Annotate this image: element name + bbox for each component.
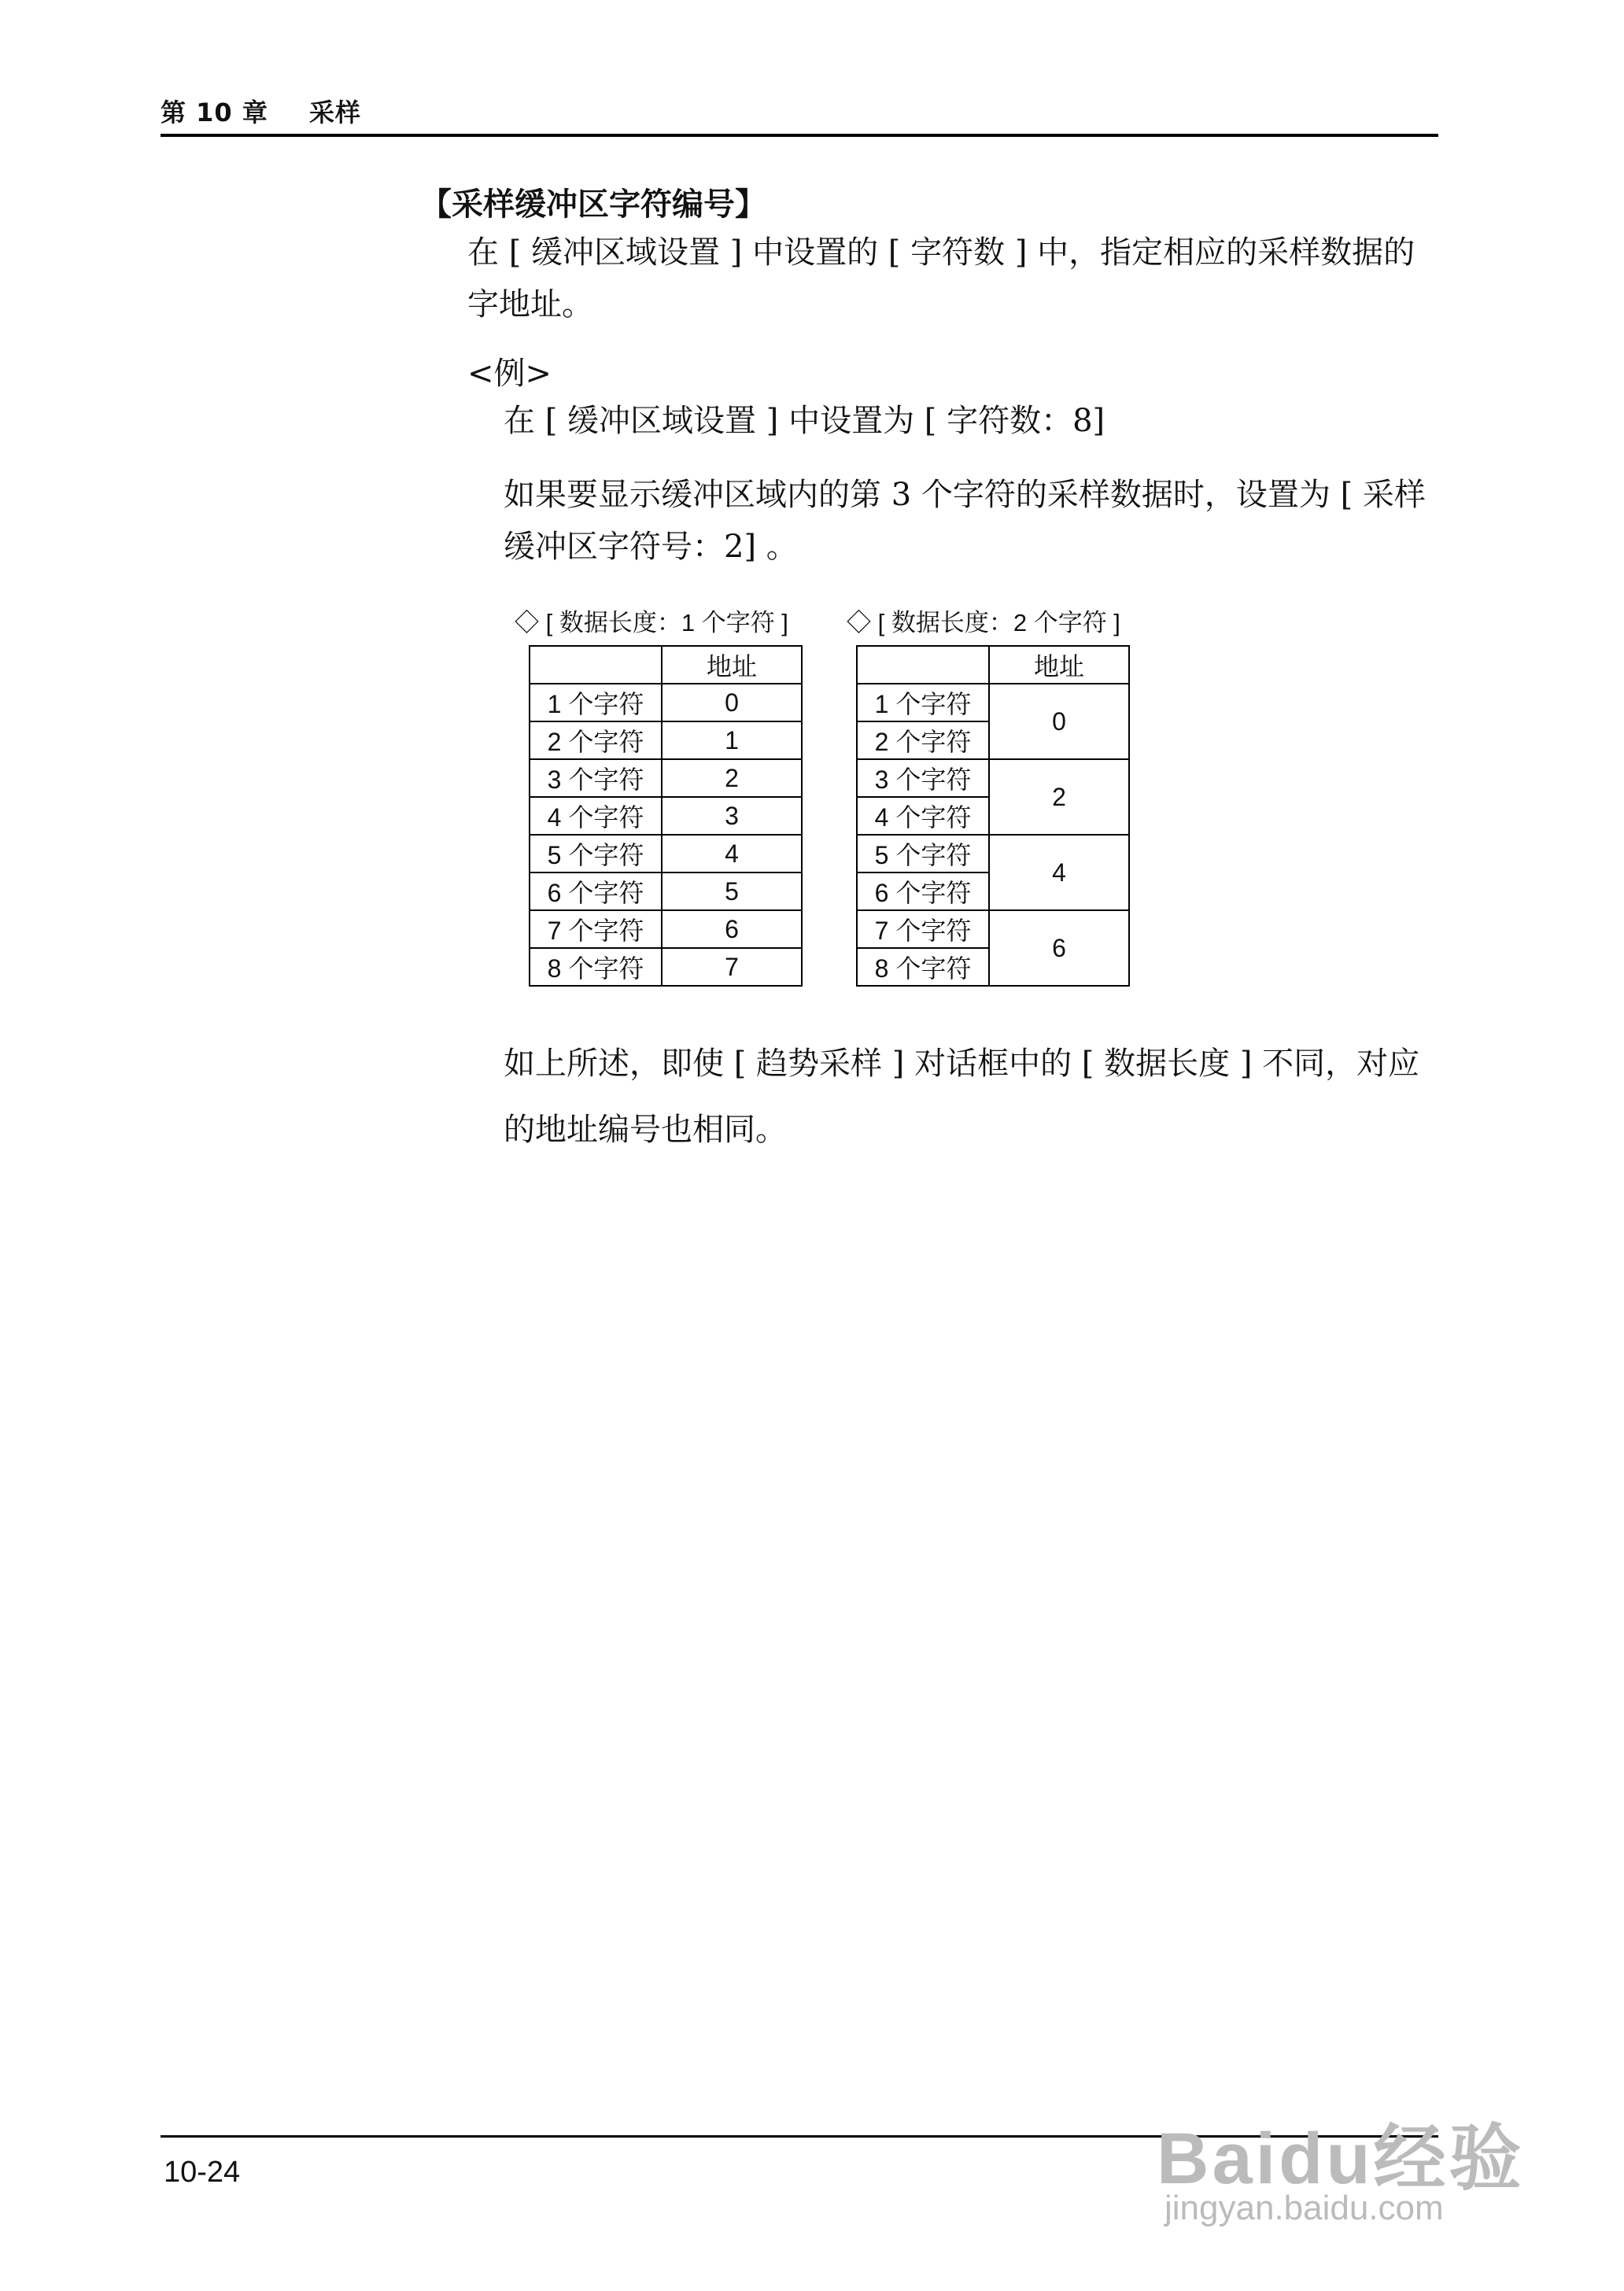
row-label: 4 个字符 xyxy=(857,797,989,835)
address-table-2-char xyxy=(856,645,1130,987)
row-label: 3 个字符 xyxy=(530,759,662,797)
table-row xyxy=(530,872,802,910)
row-address: 2 xyxy=(662,759,802,797)
row-address: 0 xyxy=(989,684,1129,759)
table-row xyxy=(857,835,1129,872)
row-address: 0 xyxy=(662,684,802,721)
chapter-title: 采样 xyxy=(308,98,361,127)
row-address: 5 xyxy=(662,872,802,910)
table-row xyxy=(857,684,1129,721)
table-header-address: 地址 xyxy=(989,646,1129,684)
table-row xyxy=(530,759,802,797)
row-label: 4 个字符 xyxy=(530,797,662,835)
row-label: 1 个字符 xyxy=(857,684,989,721)
table-row xyxy=(857,759,1129,797)
row-address: 3 xyxy=(662,797,802,835)
table-header-row xyxy=(530,646,802,684)
row-address: 6 xyxy=(662,910,802,948)
chapter-header xyxy=(161,93,393,129)
page-number: 10-24 xyxy=(164,2156,241,2189)
table1-caption: ◇ [ 数据长度：1 个字符 ] xyxy=(515,609,788,636)
table-header-address: 地址 xyxy=(662,646,802,684)
watermark-url: jingyan.baidu.com xyxy=(1164,2189,1444,2227)
row-label: 3 个字符 xyxy=(857,759,989,797)
table-row xyxy=(530,910,802,948)
row-label: 7 个字符 xyxy=(530,910,662,948)
chapter-number: 第 10 章 xyxy=(161,98,268,127)
row-address: 4 xyxy=(662,835,802,872)
table-row xyxy=(530,721,802,759)
row-label: 8 个字符 xyxy=(857,948,989,986)
table-header-empty xyxy=(857,646,989,684)
table-header-empty xyxy=(530,646,662,684)
table-row xyxy=(530,835,802,872)
table2-caption: ◇ [ 数据长度：2 个字符 ] xyxy=(847,609,1120,636)
table-row xyxy=(530,948,802,986)
row-label: 2 个字符 xyxy=(857,721,989,759)
table-header-row xyxy=(857,646,1129,684)
section-title: 【采样缓冲区字符编号】 xyxy=(420,186,766,223)
example-explanation: 如果要显示缓冲区域内的第 3 个字符的采样数据时，设置为 [ 采样缓冲区字符号：2] 。 xyxy=(504,477,1426,565)
row-address: 6 xyxy=(989,910,1129,986)
row-label: 6 个字符 xyxy=(857,872,989,910)
row-label: 8 个字符 xyxy=(530,948,662,986)
row-label: 1 个字符 xyxy=(530,684,662,721)
paragraph-description: 在 [ 缓冲区域设置 ] 中设置的 [ 字符数 ] 中，指定相应的采样数据的字地址。 xyxy=(467,234,1415,323)
row-label: 6 个字符 xyxy=(530,872,662,910)
row-address: 2 xyxy=(989,759,1129,835)
row-label: 5 个字符 xyxy=(530,835,662,872)
table-row xyxy=(857,910,1129,948)
example-setting: 在 [ 缓冲区域设置 ] 中设置为 [ 字符数：8] xyxy=(504,403,1105,439)
row-label: 7 个字符 xyxy=(857,910,989,948)
paragraph-conclusion: 如上所述，即使 [ 趋势采样 ] 对话框中的 [ 数据长度 ] 不同，对应的地址编号也相同。 xyxy=(504,1046,1420,1148)
table-row xyxy=(530,684,802,721)
row-address: 1 xyxy=(662,721,802,759)
table-row xyxy=(530,797,802,835)
address-table-1-char xyxy=(529,645,803,987)
header-rule xyxy=(161,134,1438,137)
example-label: <例> xyxy=(467,356,552,392)
watermark-brand: Baidu经验 xyxy=(1157,2119,1525,2199)
row-address: 4 xyxy=(989,835,1129,910)
row-address: 7 xyxy=(662,948,802,986)
row-label: 5 个字符 xyxy=(857,835,989,872)
row-label: 2 个字符 xyxy=(530,721,662,759)
